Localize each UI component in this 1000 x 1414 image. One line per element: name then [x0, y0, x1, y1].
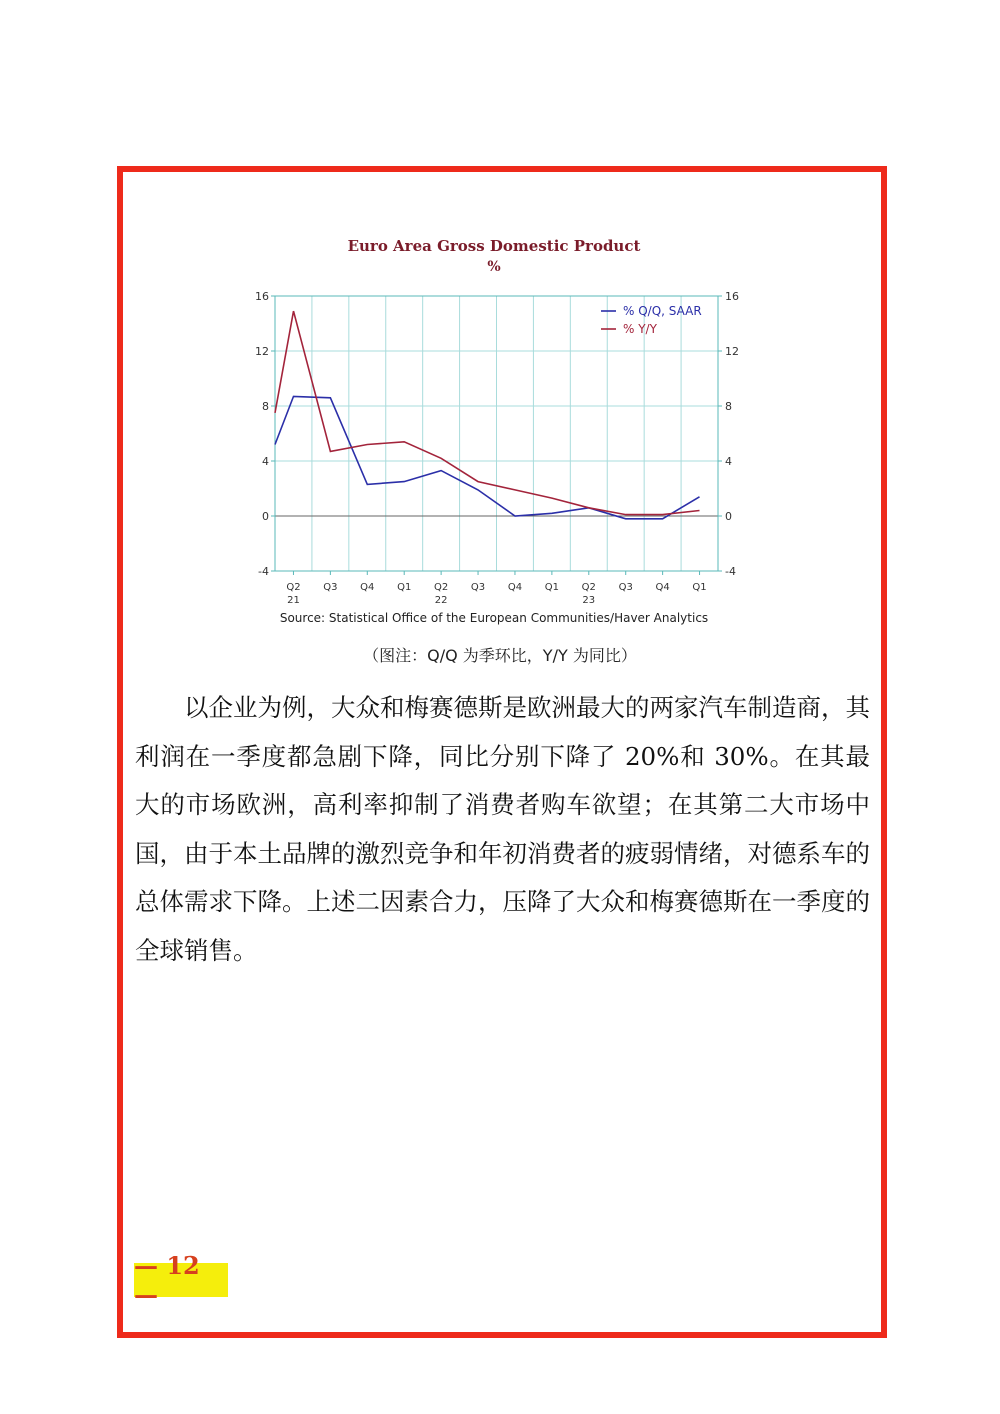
y-tick-label-left: -4: [258, 565, 269, 578]
y-tick-label-left: 4: [262, 455, 269, 468]
x-tick-label: Q1: [692, 582, 707, 593]
chart-title: Euro Area Gross Domestic Product: [347, 237, 641, 255]
chart-subtitle: %: [487, 259, 501, 275]
x-year-label: 23: [582, 595, 596, 606]
x-tick-label: Q3: [323, 582, 338, 593]
x-tick-label: Q2: [286, 582, 301, 593]
x-tick-label: Q3: [618, 582, 633, 593]
y-tick-label-right: 8: [725, 400, 732, 413]
x-tick-label: Q4: [360, 582, 375, 593]
x-tick-label: Q3: [470, 582, 486, 593]
x-tick-label: Q2: [434, 582, 449, 593]
body-paragraph: 以企业为例，大众和梅赛德斯是欧洲最大的两家汽车制造商，其利润在一季度都急剧下降，同比分别下降了 20%和 30%。在其最大的市场欧洲，高利率抑制了消费者购车欲望；在其第二大市场中国，由于本土品牌的激烈竞争和年初消费者的疲弱情绪，对德系车的总体需求下降。上述二因素合力，压降了大众和梅赛德斯在一季度的全球销售。: [135, 693, 870, 965]
figure-caption: （图注：Q/Q 为季环比，Y/Y 为同比）: [363, 646, 637, 665]
y-tick-label-left: 8: [262, 400, 269, 413]
x-tick-label: Q1: [544, 582, 559, 593]
x-tick-label: Q2: [581, 582, 596, 593]
series-line-qq-saar: [275, 396, 700, 518]
page-number: — 12 —: [134, 1263, 228, 1297]
y-tick-label-left: 0: [262, 510, 269, 523]
x-tick-label: Q4: [655, 582, 670, 593]
x-year-label: 21: [287, 595, 300, 606]
legend-label: % Q/Q, SAAR: [623, 304, 702, 318]
y-tick-label-right: 0: [725, 510, 732, 523]
series-line-yy: [275, 311, 700, 514]
y-tick-label-left: 16: [255, 290, 269, 303]
x-tick-label: Q1: [397, 582, 412, 593]
gdp-chart-svg: [240, 228, 760, 633]
y-tick-label-right: -4: [725, 565, 736, 578]
y-tick-label-right: 4: [725, 455, 732, 468]
legend-label: % Y/Y: [623, 322, 657, 336]
x-year-label: 22: [434, 595, 448, 606]
chart-source: Source: Statistical Office of the European Communities/Haver Analytics: [279, 611, 709, 625]
x-tick-label: Q4: [507, 582, 523, 593]
y-tick-label-right: 16: [725, 290, 739, 303]
y-tick-label-left: 12: [255, 345, 269, 358]
gdp-chart: [240, 228, 760, 633]
y-tick-label-right: 12: [725, 345, 739, 358]
